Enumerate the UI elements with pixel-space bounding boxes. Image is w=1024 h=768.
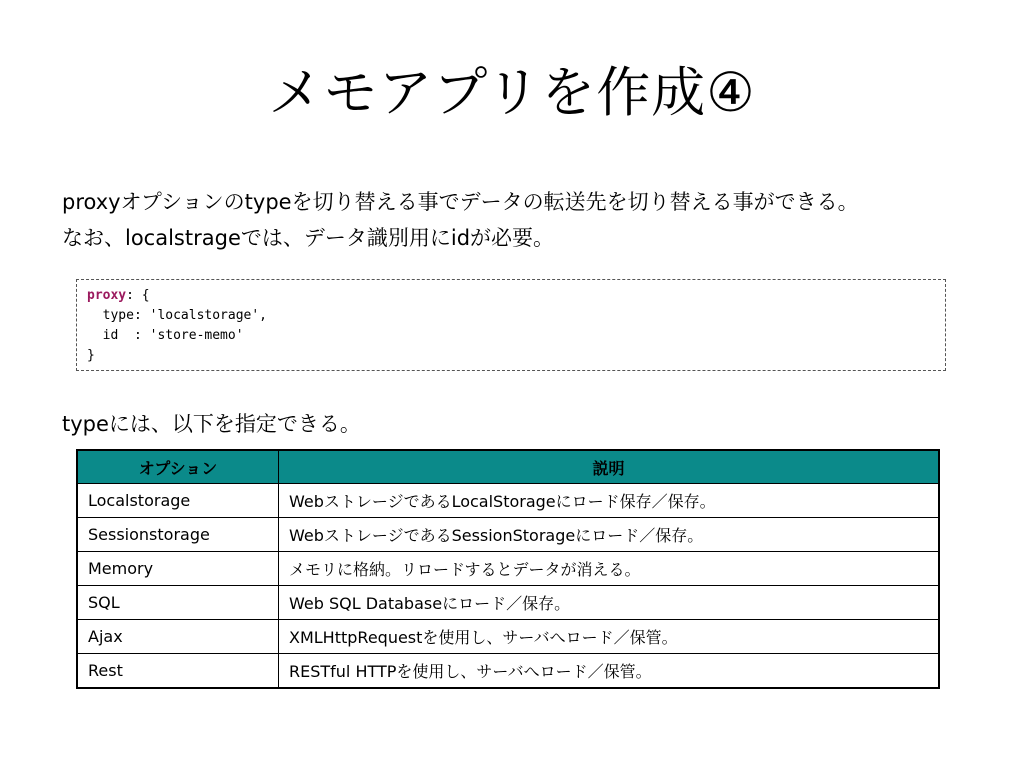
- description-cell: WebストレージであるSessionStorageにロード／保存。: [279, 518, 940, 552]
- option-cell: Sessionstorage: [77, 518, 279, 552]
- code-keyword: proxy: [87, 288, 127, 303]
- code-line-3: id : 'store-memo': [87, 328, 244, 343]
- header-option: オプション: [77, 450, 279, 484]
- table-row: [77, 484, 939, 518]
- code-line-2: type: 'localstorage',: [87, 308, 268, 323]
- description-cell: XMLHttpRequestを使用し、サーバへロード／保管。: [279, 620, 940, 654]
- table-row: [77, 654, 939, 689]
- option-cell: Localstorage: [77, 484, 279, 518]
- table-row: [77, 620, 939, 654]
- table-row: [77, 552, 939, 586]
- header-description: 説明: [279, 450, 940, 484]
- description-cell: Web SQL Databaseにロード／保存。: [279, 586, 940, 620]
- code-line-1: [87, 286, 935, 306]
- table-header-row: [77, 450, 939, 484]
- description-cell: RESTful HTTPを使用し、サーバへロード／保管。: [279, 654, 940, 689]
- table-row: [77, 518, 939, 552]
- option-cell: SQL: [77, 586, 279, 620]
- code-block: [76, 279, 946, 371]
- option-cell: Memory: [77, 552, 279, 586]
- types-heading: typeには、以下を指定できる。: [62, 412, 361, 436]
- option-cell: Rest: [77, 654, 279, 689]
- intro-line-1: proxyオプションのtypeを切り替える事でデータの転送先を切り替える事ができる。: [62, 190, 859, 214]
- table-row: [77, 586, 939, 620]
- intro-line-2: なお、localstrageでは、データ識別用にidが必要。: [62, 226, 555, 250]
- description-cell: メモリに格納。リロードするとデータが消える。: [279, 552, 940, 586]
- option-cell: Ajax: [77, 620, 279, 654]
- code-line-1-rest: : {: [126, 288, 150, 303]
- code-line-4: }: [87, 348, 95, 363]
- slide-title: メモアプリを作成④: [268, 61, 756, 124]
- options-table: [76, 449, 940, 689]
- description-cell: WebストレージであるLocalStorageにロード保存／保存。: [279, 484, 940, 518]
